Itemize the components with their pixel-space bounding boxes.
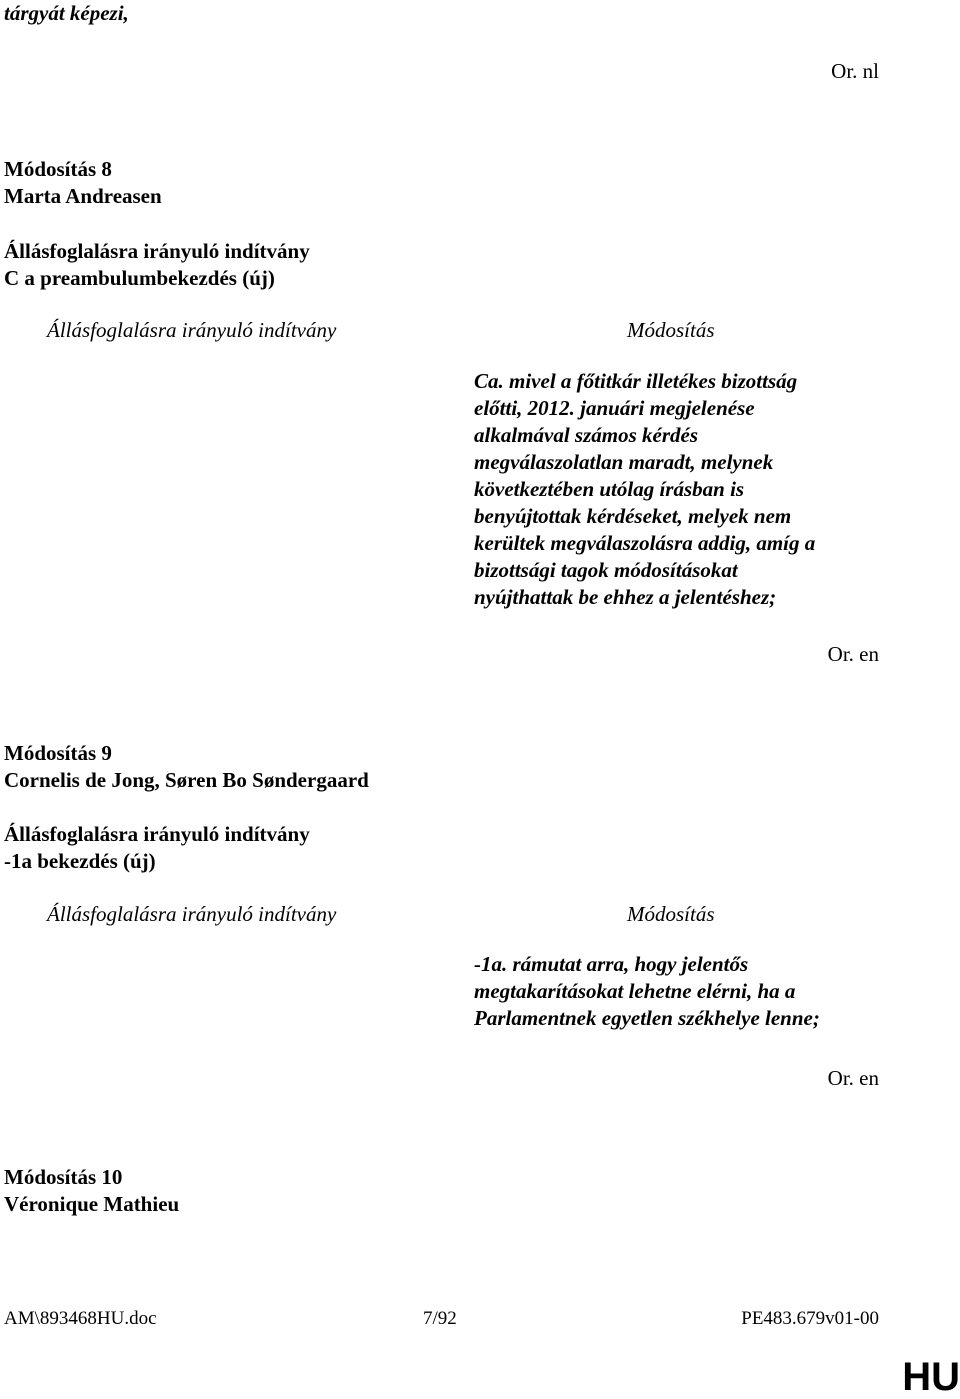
- amendment-text-block: [474, 951, 904, 1032]
- amendment-number: Módosítás 8: [4, 157, 112, 181]
- language-mark: HU: [902, 1355, 960, 1399]
- amendment-text-line: megtakarításokat lehetne elérni, ha a: [474, 979, 796, 1003]
- amendment-author: Cornelis de Jong, Søren Bo Søndergaard: [4, 768, 369, 792]
- amendment-text-line: -1a. rámutat arra, hogy jelentős: [474, 952, 749, 976]
- amendment-text-line: benyújtottak kérdéseket, melyek nem: [474, 504, 792, 528]
- amendment-text-line: alkalmával számos kérdés: [474, 423, 698, 447]
- document-type: Állásfoglalásra irányuló indítvány: [4, 239, 310, 263]
- amendment-author: Véronique Mathieu: [4, 1192, 180, 1216]
- amendment-number: Módosítás 10: [4, 1165, 123, 1189]
- amendment-reference: -1a bekezdés (új): [4, 849, 156, 873]
- right-column-header: Módosítás: [627, 318, 715, 342]
- right-column-header: Módosítás: [627, 902, 715, 926]
- document-type: Állásfoglalásra irányuló indítvány: [4, 822, 310, 846]
- amendment-reference: C a preambulumbekezdés (új): [4, 266, 275, 290]
- amendment-text-block: [474, 368, 874, 611]
- original-language-label: Or. en: [827, 1066, 879, 1090]
- amendment-text-line: Ca. mivel a főtitkár illetékes bizottság: [474, 369, 798, 393]
- amendment-text-line: Parlamentnek egyetlen székhelye lenne;: [474, 1006, 820, 1030]
- amendment-number: Módosítás 9: [4, 741, 112, 765]
- continued-text-fragment: tárgyát képezi,: [4, 1, 129, 25]
- footer-page-number: 7/92: [423, 1308, 457, 1329]
- original-language-label: Or. nl: [831, 59, 879, 83]
- amendment-text-line: megválaszolatlan maradt, melynek: [474, 450, 774, 474]
- footer-pe-reference: PE483.679v01-00: [741, 1308, 879, 1329]
- footer-doc-reference: AM\893468HU.doc: [4, 1308, 157, 1329]
- original-language-label: Or. en: [827, 642, 879, 666]
- amendment-text-line: bizottsági tagok módosításokat: [474, 558, 738, 582]
- amendment-text-line: következtében utólag írásban is: [474, 477, 745, 501]
- amendment-author: Marta Andreasen: [4, 184, 162, 208]
- left-column-header: Állásfoglalásra irányuló indítvány: [47, 902, 337, 926]
- left-column-header: Állásfoglalásra irányuló indítvány: [47, 318, 337, 342]
- amendment-text-line: előtti, 2012. januári megjelenése: [474, 396, 755, 420]
- amendment-text-line: nyújthattak be ehhez a jelentéshez;: [474, 585, 777, 609]
- amendment-text-line: kerültek megválaszolásra addig, amíg a: [474, 531, 816, 555]
